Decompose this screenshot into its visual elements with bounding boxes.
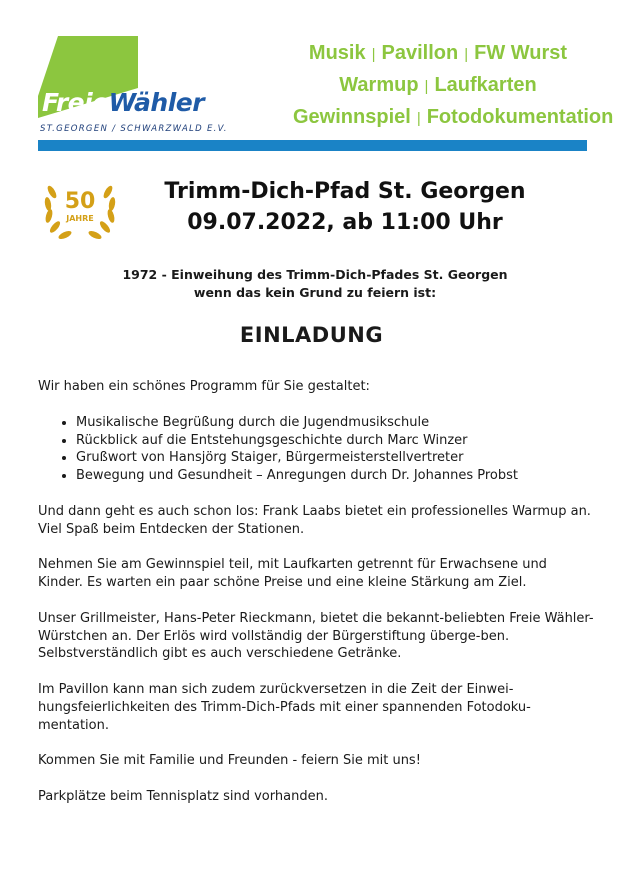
paragraph-grill: Unser Grillmeister, Hans-Peter Rieckmann, bietet die bekannt-beliebten Freie Wähler-Würstchen an. Der Erlös wird vollständig der Bürgerstiftung überge-ben. Selbstverständlich gibt es auch verschiedene Getränke. <box>38 610 594 662</box>
paragraph-invite: Kommen Sie mit Familie und Freunden - feiern Sie mit uns! <box>38 753 421 769</box>
highlight-fotodokumentation: Fotodokumentation <box>426 106 614 128</box>
intro-text <box>80 266 550 302</box>
highlight-fw-wurst: FW Wurst <box>474 42 568 64</box>
highlight-warmup: Warmup <box>339 74 419 96</box>
paragraph-warmup: Und dann geht es auch schon los: Frank Laabs bietet ein professionelles Warmup an. Viel Spaß beim Entdecken der Stationen. <box>38 503 591 537</box>
program-intro: Wir haben ein schönes Programm für Sie gestaltet: <box>38 379 370 394</box>
program-item: • Rückblick auf die Entstehungsgeschichte durch Marc Winzer <box>76 432 594 450</box>
event-title-date: 09.07.2022, ab 11:00 Uhr <box>187 210 503 235</box>
logo-wordmark <box>42 88 204 117</box>
program-item: • Bewegung und Gesundheit – Anregungen durch Dr. Johannes Probst <box>76 467 594 485</box>
highlights-line-1 <box>293 38 583 70</box>
fifty-years-badge <box>38 172 122 246</box>
highlights-line-2 <box>293 70 583 102</box>
logo-subtitle: ST.GEORGEN / SCHWARZWALD E.V. <box>40 124 228 134</box>
separator: | <box>424 78 429 95</box>
program-highlights <box>293 38 614 134</box>
program-item: • Grußwort von Hansjörg Staiger, Bürgermeisterstellvertreter <box>76 449 594 467</box>
paragraph-parking: Parkplätze beim Tennisplatz sind vorhanden. <box>38 788 328 804</box>
event-title-name: Trimm-Dich-Pfad St. Georgen <box>164 179 526 204</box>
separator: | <box>464 46 469 63</box>
highlight-gewinnspiel: Gewinnspiel <box>293 106 411 128</box>
highlights-line-3 <box>293 102 614 134</box>
badge-word: JAHRE <box>66 214 94 223</box>
paragraph-pavillon: Im Pavillon kann man sich zudem zurückversetzen in die Zeit der Einwei-hungsfeierlichkeiten des Trimm-Dich-Pfads mit einer spannenden Fotodoku-mentation. <box>38 681 531 733</box>
event-title <box>140 176 550 238</box>
badge-number: 50 <box>64 189 96 214</box>
laurel-wreath-icon <box>38 172 122 246</box>
invitation-heading: EINLADUNG <box>239 323 384 347</box>
program-list <box>38 414 594 485</box>
highlight-pavillon: Pavillon <box>381 42 459 64</box>
freie-waehler-logo <box>38 36 248 136</box>
paragraph-gewinnspiel: Nehmen Sie am Gewinnspiel teil, mit Laufkarten getrennt für Erwachsene und Kinder. Es warten ein paar schöne Preise und eine kleine Stärkung am Ziel. <box>38 557 547 591</box>
intro-line-1: 1972 - Einweihung des Trimm-Dich-Pfades St. Georgen <box>122 267 508 282</box>
program-item: • Musikalische Begrüßung durch die Jugendmusikschule <box>76 414 594 432</box>
header-divider <box>38 140 587 151</box>
logo-word-part2: Wähler <box>108 88 205 117</box>
separator: | <box>416 110 421 127</box>
highlight-laufkarten: Laufkarten <box>434 74 537 96</box>
highlight-musik: Musik <box>308 42 366 64</box>
logo-word-part1: Freie <box>42 88 109 117</box>
invitation-body <box>38 378 594 806</box>
separator: | <box>371 46 376 63</box>
intro-line-2: wenn das kein Grund zu feiern ist: <box>193 285 437 300</box>
